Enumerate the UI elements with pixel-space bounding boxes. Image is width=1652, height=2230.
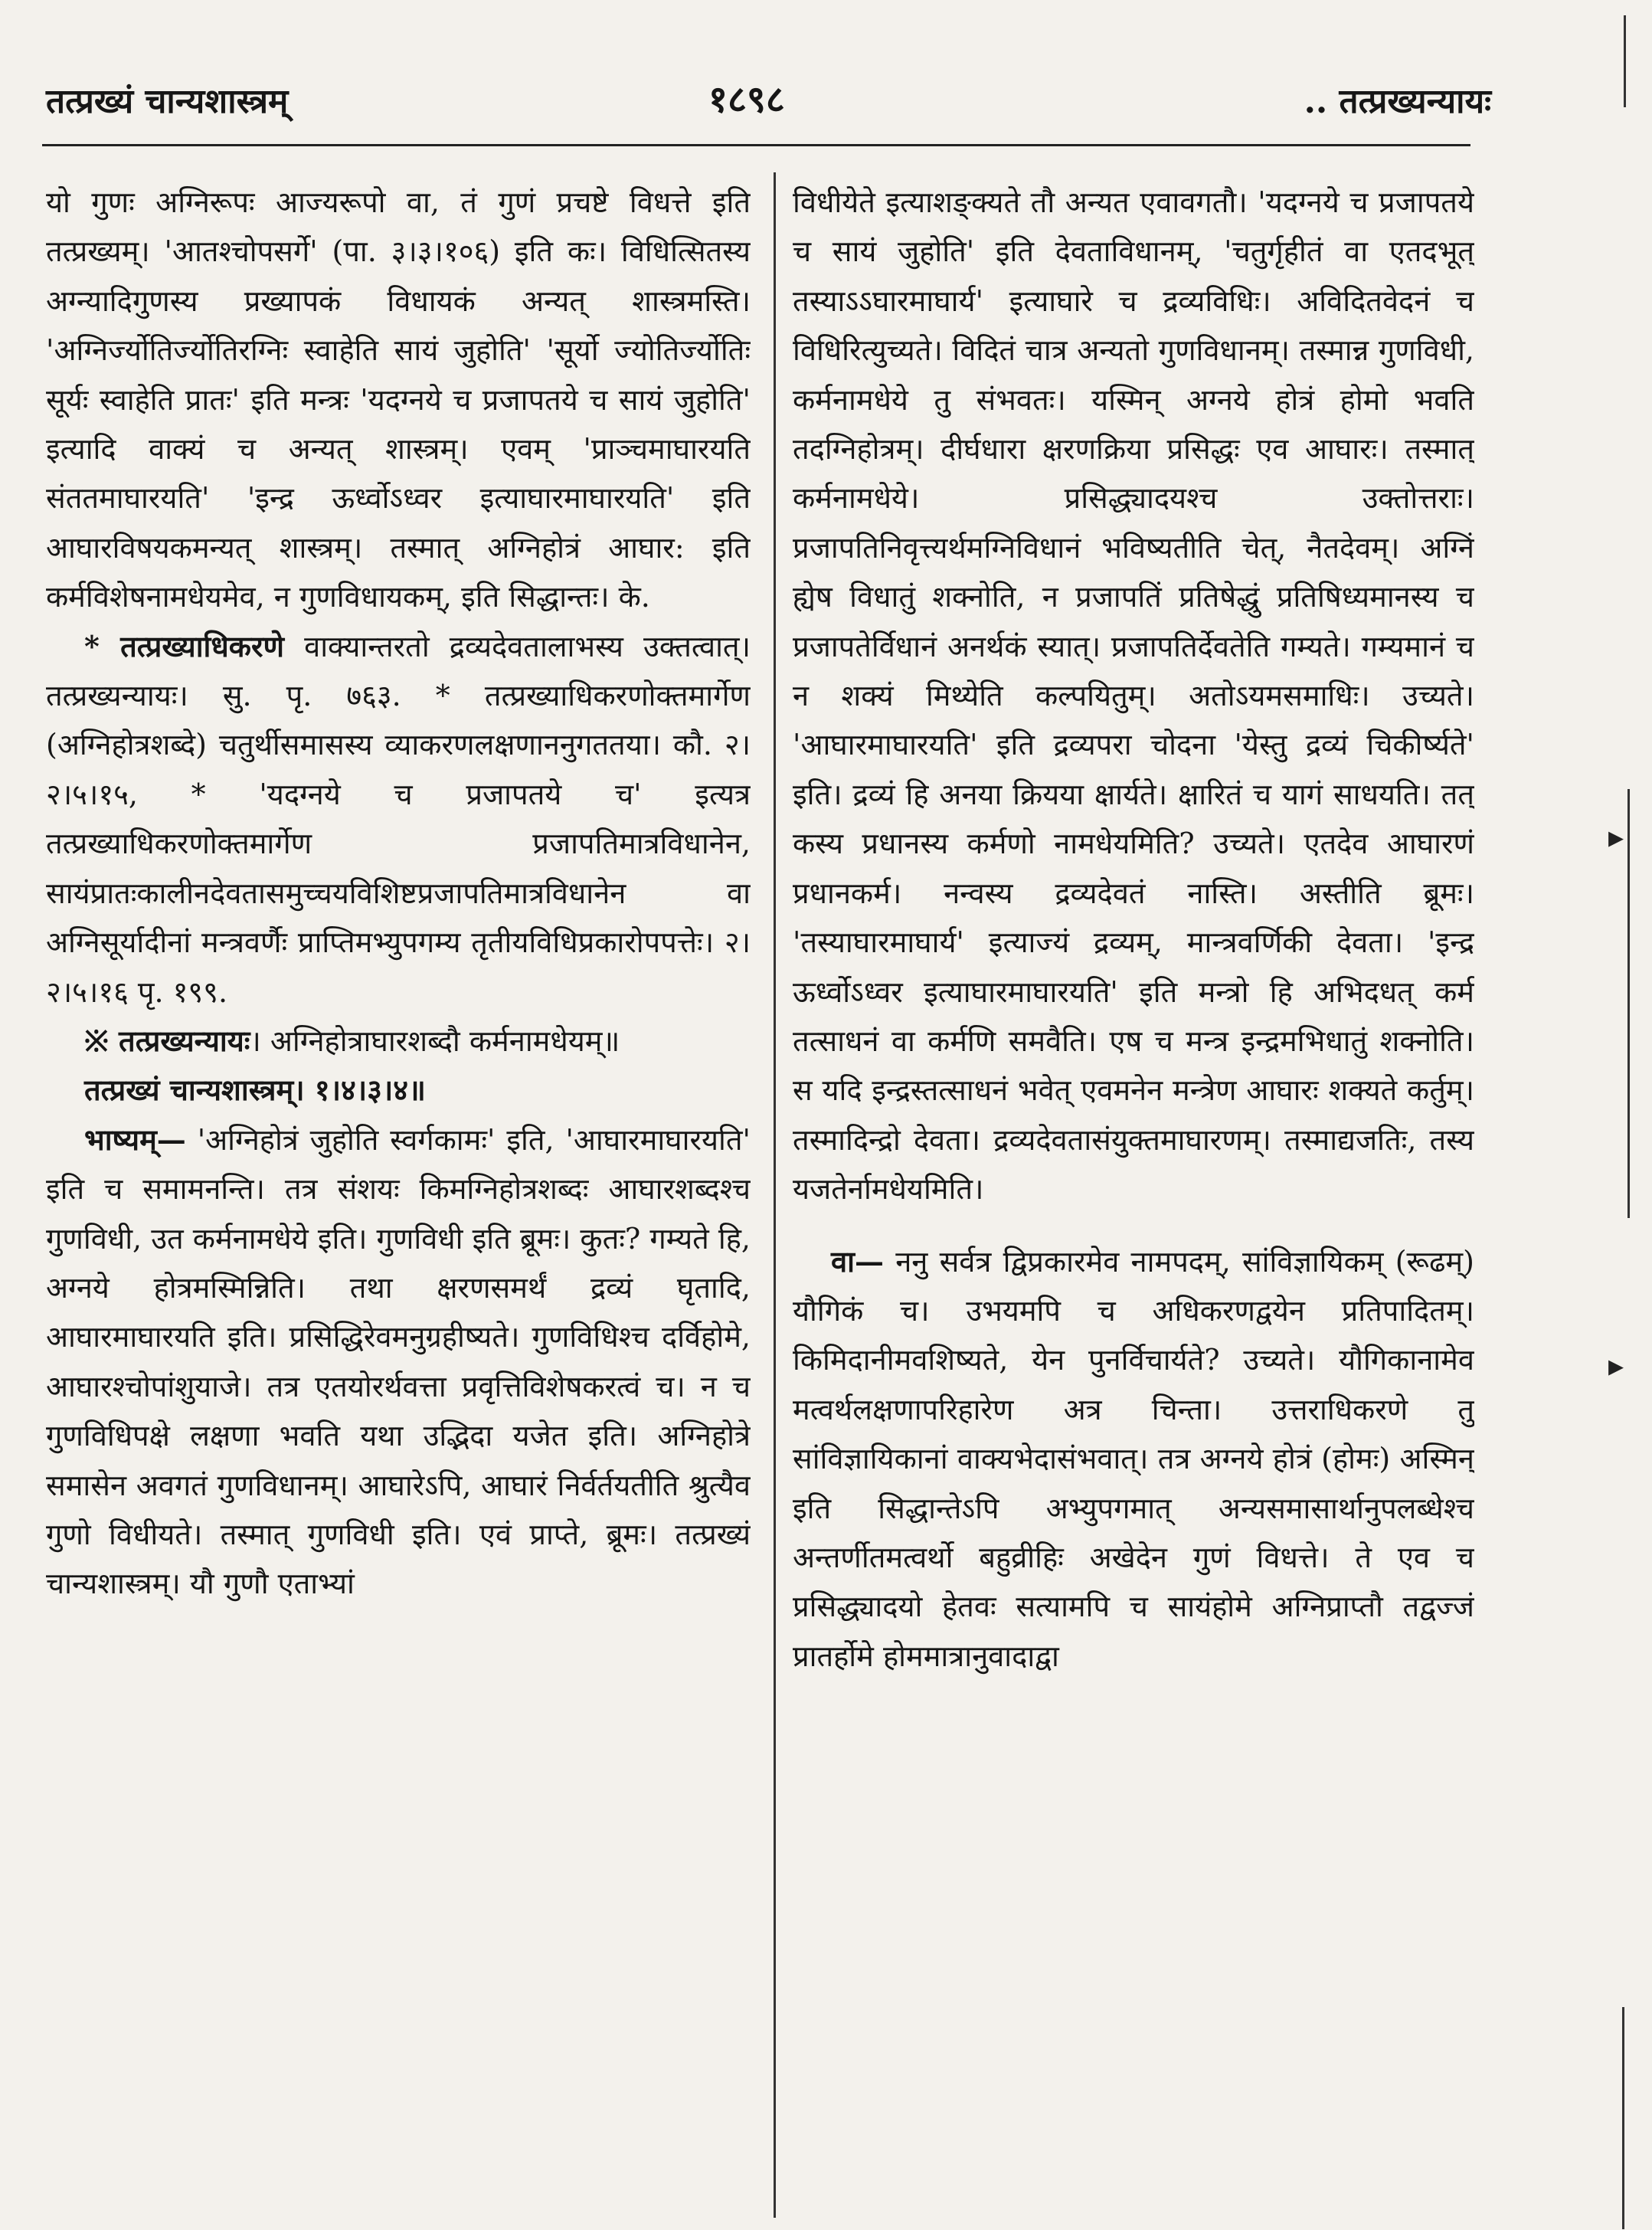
adhikarana-heading: * तत्प्रख्याधिकरणे: [84, 628, 284, 663]
left-paragraph-2-text: वाक्यान्तरतो द्रव्यदेवतालाभस्य उक्तत्वात्। तत्प्रख्यन्यायः। सु. पृ. ७६३. * तत्प्रख्याधिकरणोक्तमार्गेण (अग्निहोत्रशब्दे) चतुर्थीसमासस्य व्याकरणलक्षणाननुगततया। कौ. २।२।५।१५, * 'यदग्नये च प्रजापतये च' इत्यत्र तत्प्रख्याधिकरणोक्तमार्गेण प्रजापतिमात्रविधानेन, सायंप्रातःकालीनदेवतासमुच्चयविशिष्टप्रजापतिमात्रविधानेन वा अग्निसूर्यादीनां मन्त्रवर्णैः प्राप्तिमभ्युपगम्य तृतीयविधिप्रकारोपपत्तेः। २।२।५।१६ पृ. १९९.: [46, 629, 751, 1009]
scan-edge-line: [1624, 15, 1626, 107]
scan-edge-line: [1627, 789, 1630, 1218]
right-paragraph-2: [793, 1237, 1474, 1682]
scan-edge-line: [1622, 2007, 1624, 2229]
scan-edge-mark: ▸: [1608, 1348, 1624, 1384]
left-column: [46, 178, 751, 2215]
right-paragraph-1: विधीयेते इत्याशङ्क्यते तौ अन्यत एवावगतौ। 'यदग्नये च प्रजापतये च सायं जुहोति' इति देवताविधानम्, 'चतुर्गृहीतं वा एतदभूत् तस्याऽऽघारमाघार्य' इत्याघारे च द्रव्यविधिः। अविदितवेदनं च विधिरित्युच्यते। विदितं चात्र अन्यतो गुणविधानम्। तस्मान्न गुणविधी, कर्मनामधेये तु संभवतः। यस्मिन् अग्नये होत्रं होमो भवति तदग्निहोत्रम्। दीर्घधारा क्षरणक्रिया प्रसिद्धः एव आघारः। तस्मात् कर्मनामधेये। प्रसिद्ध्यादयश्च उक्तोत्तराः। प्रजापतिनिवृत्त्यर्थमग्निविधानं भविष्यतीति चेत्, नैतदेवम्। अग्निं ह्येष विधातुं शक्नोति, न प्रजापतिं प्रतिषेद्धुं प्रतिषिध्यमानस्य च प्रजापतेर्विधानं अनर्थकं स्यात्। प्रजापतिर्देवतेति गम्यते। गम्यमानं च न शक्यं मिथ्येति कल्पयितुम्। अतोऽयमसमाधिः। उच्यते। 'आघारमाघारयति' इति द्रव्यपरा चोदना 'येस्तु द्रव्यं चिकीर्ष्यते' इति। द्रव्यं हि अनया क्रियया क्षार्यते। क्षारितं च यागं साधयति। तत् कस्य प्रधानस्य कर्मणो नामधेयमिति? उच्यते। एतदेव आघारणं प्रधानकर्म। नन्वस्य द्रव्यदेवतं नास्ति। अस्तीति ब्रूमः। 'तस्याघारमाघार्य' इत्याज्यं द्रव्यम्, मान्त्रवर्णिकी देवता। 'इन्द्र ऊर्ध्वोऽध्वर इत्याघारमाघारयति' इति मन्त्रो हि अभिदधत् कर्म तत्साधनं वा कर्मणि समवैति। एष च मन्त्र इन्द्रमभिधातुं शक्नोति। स यदि इन्द्रस्तत्साधनं भवेत् एवमनेन मन्त्रेण आघारः शक्यते कर्तुम्। तस्मादिन्द्रो देवता। द्रव्यदेवतासंयुक्तमाघारणम्। तस्माद्यजतिः, तस्य यजतेर्नामधेयमिति।: [793, 185, 1474, 1207]
running-head-left: तत्प्रख्यं चान्यशास्त्रम्: [46, 82, 289, 121]
left-paragraph-3-text: । अग्निहोत्राघारशब्दौ कर्मनामधेयम्॥: [250, 1023, 620, 1058]
left-paragraph-2: [46, 622, 751, 1017]
left-paragraph-1: यो गुणः अग्निरूपः आज्यरूपो वा, तं गुणं प्रचष्टे विधत्ते इति तत्प्रख्यम्। 'आतश्चोपसर्गे' (पा. ३।३।१०६) इति कः। विधित्सितस्य अग्न्यादिगुणस्य प्रख्यापकं विधायकं अन्यत् शास्त्रमस्ति। 'अग्निर्ज्योतिर्ज्योतिरग्निः स्वाहेति सायं जुहोति' 'सूर्यो ज्योतिर्ज्योतिः सूर्यः स्वाहेति प्रातः' इति मन्त्रः 'यदग्नये च प्रजापतये च सायं जुहोति' इत्यादि वाक्यं च अन्यत् शास्त्रम्। एवम् 'प्राञ्चमाघारयति संततमाघारयति' 'इन्द्र ऊर्ध्वोऽध्वर इत्याघारमाघारयति' इति आघारविषयकमन्यत् शास्त्रम्। तस्मात् अग्निहोत्रं आघार: इति कर्मविशेषनामधेयमेव, न गुणविधायकम्, इति सिद्धान्तः। के.: [46, 185, 751, 614]
page-number: १८९८: [708, 78, 785, 121]
nyaya-heading: ※ तत्प्रख्यन्यायः: [84, 1023, 250, 1058]
column-divider: [774, 172, 776, 2218]
sutra-heading: तत्प्रख्यं चान्यशास्त्रम्। १।४।३।४॥: [84, 1072, 426, 1108]
right-paragraph-2-text: ननु सर्वत्र द्विप्रकारमेव नामपदम्, सांविज्ञायिकम् (रूढम्) यौगिकं च। उभयमपि च अधिकरणद्वयेन प्रतिपादितम्। किमिदानीमवशिष्यते, येन पुनर्विचार्यते? उच्यते। यौगिकानामेव मत्वर्थलक्षणापरिहारेण अत्र चिन्ता। उत्तराधिकरणे तु सांविज्ञायिकानां वाक्यभेदासंभवात्। तत्र अग्नये होत्रं (होमः) अस्मिन् इति सिद्धान्तेऽपि अभ्युपगमात् अन्यसमासार्थानुपलब्धेश्च अन्तर्णीतमत्वर्थो बहुव्रीहिः अखेदेन गुणं विधत्ते। ते एव च प्रसिद्ध्यादयो हेतवः सत्यामपि च सायंहोमे अग्निप्राप्तौ तद्वज्जं प्रातर्होमे होममात्रानुवादाद्वा: [793, 1244, 1474, 1673]
header-rule: [42, 144, 1470, 146]
left-paragraph-5-text: 'अग्निहोत्रं जुहोति स्वर्गकामः' इति, 'आघारमाघारयति' इति च समामनन्ति। तत्र संशयः किमग्निहोत्रशब्दः आघारशब्दश्च गुणविधी, उत कर्मनामधेये इति। गुणविधी इति ब्रूमः। कुतः? गम्यते हि, अग्नये होत्रमस्मिन्निति। तथा क्षरणसमर्थं द्रव्यं घृतादि, आघारमाघारयति इति। प्रसिद्धिरेवमनुग्रहीष्यते। गुणविधिश्च दर्विहोमे, आघारश्चोपांशुयाजे। तत्र एतयोरर्थवत्ता प्रवृत्तिविशेषकरत्वं च। न च गुणविधिपक्षे लक्षणा भवति यथा उद्भिदा यजेत इति। अग्निहोत्रे समासेन अवगतं गुणविधानम्। आघारेऽपि, आघारं निर्वर्तयतीति श्रुत्यैव गुणो विधीयते। तस्मात् गुणविधी इति। एवं प्राप्ते, ब्रूमः। तत्प्रख्यं चान्यशास्त्रम्। यौ गुणौ एताभ्यां: [46, 1122, 751, 1601]
varttika-label: वा—: [831, 1243, 884, 1279]
left-paragraph-5: [46, 1115, 751, 1609]
right-column: [793, 178, 1474, 2215]
scan-edge-mark: ▸: [1608, 820, 1624, 855]
bhashya-label: भाष्यम्—: [84, 1122, 186, 1157]
left-paragraph-3: [46, 1017, 751, 1066]
running-head-right: .. तत्प्रख्यन्यायः: [1304, 82, 1491, 121]
